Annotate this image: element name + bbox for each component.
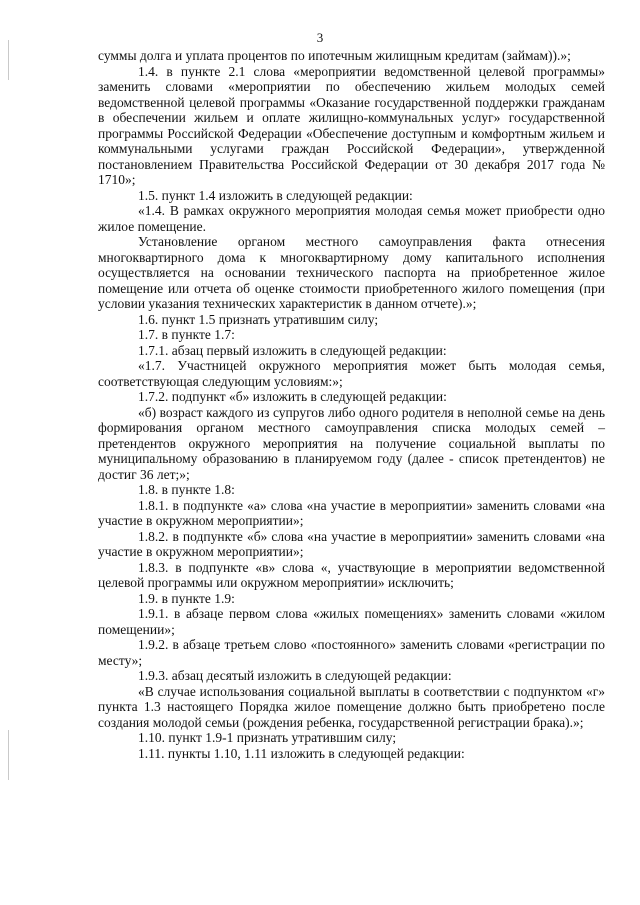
paragraph: 1.6. пункт 1.5 признать утратившим силу; bbox=[138, 311, 379, 327]
paragraph: 1.4. в пункте 2.1 слова «мероприятии ведомственной целевой программы» заменить словами «мероприятии по обеспечению жильем молодых семей ведомственной целевой программы «Оказание государственной поддержки гражданам в обеспечении жильем и оплате жилищно-коммунальных услуг» государственной программы Российской Федерации «Обеспечение доступным и комфортным жильем и коммунальными услугами граждан Российской Федерации», утвержденной постановлением Правительства Российской Федерации от 30 декабря 2017 года № 1710»; bbox=[98, 63, 605, 187]
paragraph: 1.7.1. абзац первый изложить в следующей редакции: bbox=[138, 342, 447, 358]
paragraph: «1.4. В рамках окружного мероприятия молодая семья может приобрести одно жилое помещение. bbox=[98, 203, 605, 234]
paragraph: 1.8.3. в подпункте «в» слова «, участвующие в мероприятии ведомственной целевой программы или окружном мероприятии» исключить; bbox=[98, 559, 605, 590]
paragraph: 1.10. пункт 1.9-1 признать утратившим силу; bbox=[138, 730, 397, 745]
paragraph: «1.7. Участницей окружного мероприятия может быть молодая семья, соответствующая следующим условиям:»; bbox=[98, 358, 605, 389]
paragraph: суммы долга и уплата процентов по ипотечным жилищным кредитам (займам)).»; bbox=[98, 48, 571, 63]
paragraph: 1.9.1. в абзаце первом слова «жилых помещениях» заменить словами «жилом помещении»; bbox=[98, 606, 605, 637]
paragraph: Установление органом местного самоуправления факта отнесения многоквартирного дома к многоквартирному дому капитального исполнения осуществляется на основании технического паспорта на приобретенное жилое помещение или отчета об оценке стоимости приобретенного жилого помещения (при условии указания технических характеристик в данном отчете).»; bbox=[98, 234, 605, 311]
paragraph: 1.11. пункты 1.10, 1.11 изложить в следующей редакции: bbox=[138, 745, 465, 761]
document-body bbox=[98, 48, 605, 761]
paragraph: 1.8. в пункте 1.8: bbox=[138, 482, 235, 497]
paragraph: 1.7. в пункте 1.7: bbox=[138, 327, 235, 342]
paragraph: 1.7.2. подпункт «б» изложить в следующей редакции: bbox=[138, 389, 447, 404]
left-margin-mark bbox=[8, 40, 9, 80]
paragraph: «б) возраст каждого из супругов либо одного родителя в неполной семье на день формирования органом местного самоуправления списка молодых семей – претендентов окружного мероприятия на получение социальной выплаты по муниципальному образованию в планируемом году (далее - список претендентов) не достиг 36 лет;»; bbox=[98, 404, 605, 482]
paragraph: 1.9. в пункте 1.9: bbox=[138, 590, 235, 606]
paragraph: 1.5. пункт 1.4 изложить в следующей редакции: bbox=[138, 187, 413, 203]
page-number: 3 bbox=[316, 30, 324, 45]
paragraph: 1.8.1. в подпункте «а» слова «на участие в мероприятии» заменить словами «на участие в окружном мероприятии»; bbox=[98, 497, 605, 528]
paragraph: «В случае использования социальной выплаты в соответствии с подпунктом «г» пункта 1.3 настоящего Порядка жилое помещение должно быть приобретено после создания молодой семьи (рождения ребенка, государственной регистрации брака).»; bbox=[98, 683, 605, 730]
left-margin-mark bbox=[8, 730, 9, 780]
paragraph: 1.8.2. в подпункте «б» слова «на участие в мероприятии» заменить словами «на участие в окружном мероприятии»; bbox=[98, 528, 605, 559]
paragraph: 1.9.2. в абзаце третьем слово «постоянного» заменить словами «регистрации по месту»; bbox=[98, 637, 605, 668]
paragraph: 1.9.3. абзац десятый изложить в следующей редакции: bbox=[138, 668, 452, 683]
